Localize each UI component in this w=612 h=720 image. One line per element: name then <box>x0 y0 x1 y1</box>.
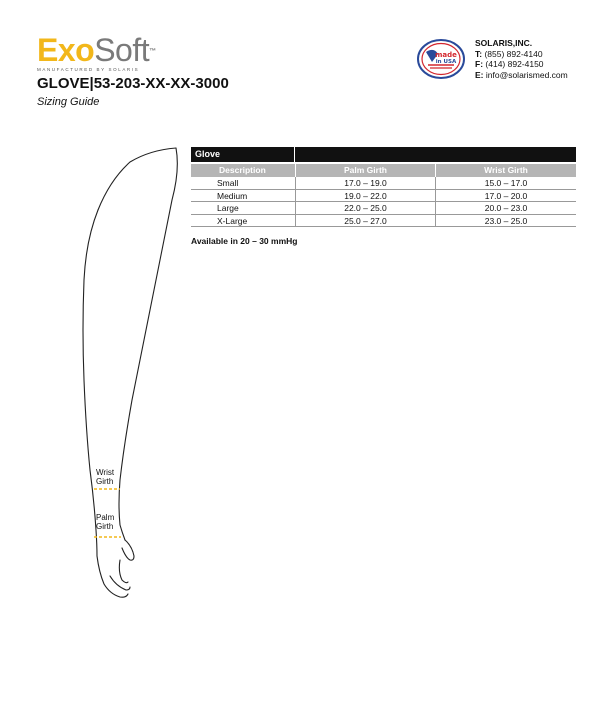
email-value: info@solarismed.com <box>485 69 568 80</box>
hand-thumb <box>122 540 134 560</box>
wrist-label-line-1: Wrist <box>96 468 115 477</box>
row-palm-girth: 19.0 – 22.0 <box>296 190 436 202</box>
compression-note: Available in 20 – 30 mmHg <box>191 236 298 246</box>
logo-soft: Soft <box>94 32 150 68</box>
wrist-label-line-2: Girth <box>96 477 114 486</box>
email-label: E: <box>475 69 484 80</box>
wrist-girth-label <box>96 468 114 486</box>
row-palm-girth: 25.0 – 27.0 <box>296 215 436 227</box>
row-wrist-girth: 23.0 – 25.0 <box>484 215 528 226</box>
arm-outer-edge <box>83 210 98 556</box>
logo-tagline: MANUFACTURED BY SOLARIS <box>37 67 140 72</box>
row-description: Medium <box>191 190 296 202</box>
row-wrist-girth: 15.0 – 17.0 <box>484 178 528 188</box>
phone-label: T: <box>475 48 483 59</box>
row-palm-girth: 17.0 – 19.0 <box>296 177 436 189</box>
header-description: Description <box>191 164 296 177</box>
phone-value: (855) 892-4140 <box>484 48 543 59</box>
badge-text-made: made <box>435 51 457 59</box>
header-wrist-girth: Wrist Girth <box>484 165 528 175</box>
palm-girth-label <box>96 513 114 531</box>
arm-inner-edge <box>119 148 177 540</box>
logo-trademark: ™ <box>149 48 156 55</box>
header-palm-girth: Palm Girth <box>296 164 436 177</box>
fax-label: F: <box>475 59 484 69</box>
product-title: GLOVE|53-203-XX-XX-3000 <box>37 75 229 92</box>
palm-label-line-2: Girth <box>96 522 114 531</box>
company-name: SOLARIS,INC. <box>475 38 533 48</box>
fax-value: (414) 892-4150 <box>485 59 544 69</box>
hand-palm-edge <box>97 556 128 597</box>
palm-label-line-1: Palm <box>96 513 115 522</box>
row-palm-girth: 22.0 – 25.0 <box>296 202 436 214</box>
logo-exo: Exo <box>37 32 95 68</box>
arm-shoulder-line <box>98 148 176 210</box>
table-title: Glove <box>191 147 295 162</box>
row-description: X-Large <box>191 215 296 227</box>
hand-finger-1 <box>119 560 128 583</box>
row-wrist-girth: 17.0 – 20.0 <box>484 190 528 201</box>
page-subtitle: Sizing Guide <box>37 96 100 108</box>
row-description: Small <box>191 177 296 189</box>
row-wrist-girth: 20.0 – 23.0 <box>484 203 528 213</box>
row-description: Large <box>191 202 296 214</box>
badge-text-usa: in USA <box>435 59 457 65</box>
